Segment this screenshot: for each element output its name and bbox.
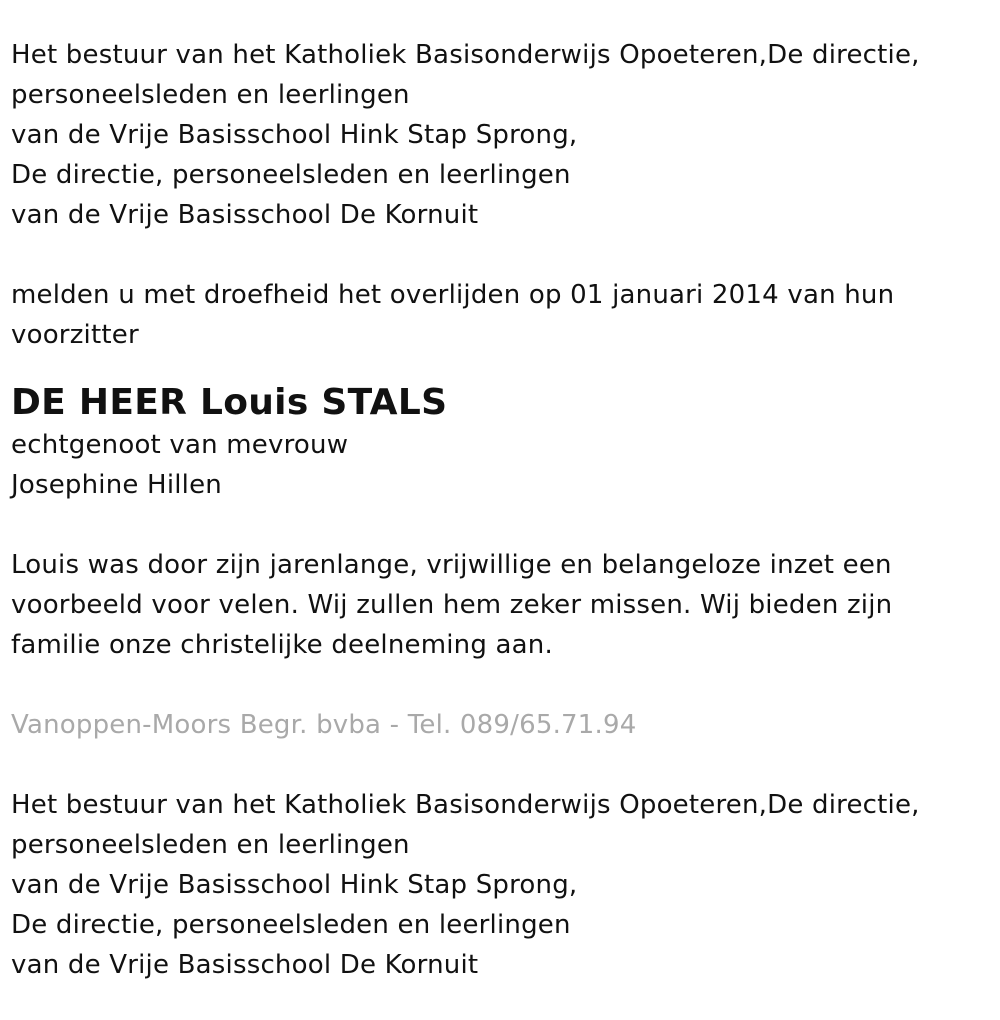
message-line: voorzitter bbox=[11, 320, 139, 350]
spacer bbox=[11, 665, 1000, 705]
closing-line: van de Vrije Basisschool Hink Stap Sprong, bbox=[11, 870, 578, 900]
closing-line: van de Vrije Basisschool De Kornuit bbox=[11, 950, 479, 980]
intro-line: van de Vrije Basisschool De Kornuit bbox=[11, 200, 479, 230]
intro-block bbox=[11, 35, 1000, 235]
message-line: melden u met droefheid het overlijden op 01 januari 2014 van hun bbox=[11, 280, 895, 310]
intro-line: Het bestuur van het Katholiek Basisonderwijs Opoeteren,De directie, bbox=[11, 40, 920, 70]
tribute-line: familie onze christelijke deelneming aan. bbox=[11, 630, 553, 660]
tribute-block bbox=[11, 545, 1000, 665]
closing-line: personeelsleden en leerlingen bbox=[11, 830, 410, 860]
spouse-line: echtgenoot van mevrouw bbox=[11, 430, 349, 460]
spouse-block bbox=[11, 425, 1000, 505]
deceased-name: DE HEER Louis STALS bbox=[11, 382, 448, 423]
spouse-line: Josephine Hillen bbox=[11, 470, 222, 500]
tribute-line: Louis was door zijn jarenlange, vrijwillige en belangeloze inzet een bbox=[11, 550, 892, 580]
spacer bbox=[11, 355, 1000, 377]
tribute-line: voorbeeld voor velen. Wij zullen hem zeker missen. Wij bieden zijn bbox=[11, 590, 893, 620]
spacer bbox=[11, 505, 1000, 545]
intro-line: De directie, personeelsleden en leerlingen bbox=[11, 160, 571, 190]
intro-line: personeelsleden en leerlingen bbox=[11, 80, 410, 110]
closing-line: De directie, personeelsleden en leerlingen bbox=[11, 910, 571, 940]
spacer bbox=[11, 235, 1000, 275]
closing-block bbox=[11, 785, 1000, 985]
closing-line: Het bestuur van het Katholiek Basisonderwijs Opoeteren,De directie, bbox=[11, 790, 920, 820]
intro-line: van de Vrije Basisschool Hink Stap Sprong, bbox=[11, 120, 578, 150]
spacer bbox=[11, 745, 1000, 785]
message-block bbox=[11, 275, 1000, 355]
funeral-home-contact: Vanoppen-Moors Begr. bvba - Tel. 089/65.71.94 bbox=[11, 710, 637, 740]
